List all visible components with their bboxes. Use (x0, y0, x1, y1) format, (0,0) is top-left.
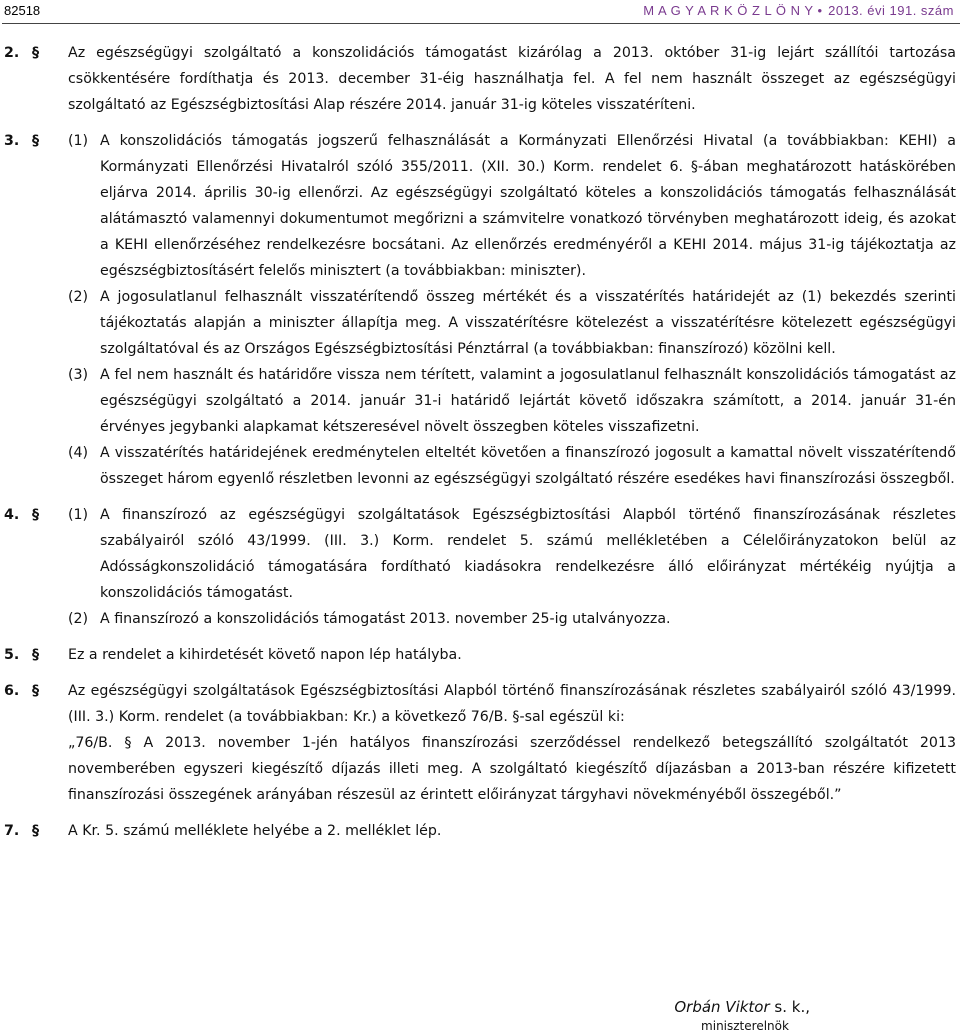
section-number: 3. (4, 133, 20, 149)
paragraph-number: (2) (68, 611, 89, 627)
paragraph (68, 440, 956, 492)
header-rule (2, 23, 960, 24)
section-mark: § (32, 823, 40, 839)
journal-name: M A G Y A R K Ö Z L Ö N Y (643, 3, 814, 18)
paragraph-number: (1) (68, 507, 89, 523)
section-number: 2. (4, 45, 20, 61)
section-7 (4, 818, 956, 844)
section-3 (4, 128, 956, 492)
quoted-amendment: „76/B. § A 2013. november 1-jén hatályos finanszírozási szerződéssel rendelkező betegszállító szolgáltatót 2013 novemberében egyszeri kiegészítő díjazás illeti meg. A szolgáltató kiegészítő díjazásban a 2013-ban részére kifizetett finanszírozási összegének arányában részesül az érintett előirányzat tárgyhavi növekményéből összegéből.” (68, 735, 956, 803)
signature-block (610, 996, 810, 1034)
document-body (4, 40, 956, 854)
page-number: 82518 (4, 3, 41, 18)
paragraph-text: A finanszírozó a konszolidációs támogatást 2013. november 25-ig utalványozza. (100, 611, 671, 627)
paragraph (68, 606, 956, 632)
section-number: 4. (4, 507, 20, 523)
header-separator: • (817, 3, 825, 18)
section-5 (4, 642, 956, 668)
page-header (0, 0, 960, 22)
section-text: Az egészségügyi szolgáltató a konszolidációs támogatást kizárólag a 2013. október 31-ig lejárt szállítói tartozása csökkentésére fordíthatja és 2013. december 31-éig használhatja fel. A fel nem használt összeget az egészségügyi szolgáltató az Egészségbiztosítási Alap részére 2014. január 31-ig köteles visszatéríteni. (68, 45, 956, 113)
section-text: A Kr. 5. számú melléklete helyébe a 2. melléklet lép. (68, 823, 442, 839)
paragraph-text: A finanszírozó az egészségügyi szolgáltatások Egészségbiztosítási Alapból történő finanszírozásának részletes szabályairól szóló 43/1999. (III. 3.) Korm. rendelet 5. számú mellékletében a Célelőirányzatokon belül az Adósságkonszolidáció támogatására fordítható kiadásokra rendelkezésre álló előirányzat mértékéig nyújtja a konszolidációs támogatást. (100, 507, 956, 601)
section-mark: § (32, 45, 40, 61)
signatory-title: miniszterelnök (701, 1019, 789, 1033)
section-mark: § (32, 683, 40, 699)
paragraph-number: (1) (68, 133, 89, 149)
signatory-rank: s. k., (769, 998, 810, 1016)
paragraph-text: A fel nem használt és határidőre vissza nem térített, valamint a jogosulatlanul felhasznált konszolidációs támogatást az egészségügyi szolgáltató a 2014. január 31-i határidő lejártát követő időszakra számított, a 2014. január 31-én érvényes jegybanki alapkamat kétszeresével növelt összegben köteles visszafizetni. (100, 367, 956, 435)
paragraph-text: A visszatérítés határidejének eredménytelen elteltét követően a finanszírozó jogosult a kamattal növelt visszatérítendő összeget három egyenlő részletben levonni az egészségügyi szolgáltató részére esedékes havi finanszírozási összegből. (100, 445, 956, 487)
paragraph-text: A konszolidációs támogatás jogszerű felhasználását a Kormányzati Ellenőrzési Hivatal (a továbbiakban: KEHI) a Kormányzati Ellenőrzési Hivatalról szóló 355/2011. (XII. 30.) Korm. rendelet 6. §-ában meghatározott hatáskörében eljárva 2014. április 30-ig ellenőrzi. Az egészségügyi szolgáltató köteles a konszolidációs támogatás felhasználását alátámasztó valamennyi dokumentumot megőrizni a számvitelre vonatkozó törvényben meghatározott ideig, és azokat a KEHI ellenőrzéséhez rendelkezésre bocsátani. Az ellenőrzés eredményéről a KEHI 2014. május 31-ig tájékoztatja az egészségbiztosításért felelős minisztert (a továbbiakban: miniszter). (100, 133, 956, 279)
paragraph-number: (3) (68, 367, 89, 383)
paragraph (68, 284, 956, 362)
paragraph (68, 502, 956, 606)
journal-info (643, 3, 954, 18)
signatory-name: Orbán Viktor (674, 998, 770, 1016)
section-number: 6. (4, 683, 20, 699)
paragraph-text: A jogosulatlanul felhasznált visszatérítendő összeg mértékét és a visszatérítés határidejét az (1) bekezdés szerinti tájékoztatás alapján a miniszter állapítja meg. A visszatérítésre kötelezést a visszatérítésre kötelezett egészségügyi szolgáltatóval és az Országos Egészségbiztosítási Pénztárral (a továbbiakban: finanszírozó) közölni kell. (100, 289, 956, 357)
section-mark: § (32, 507, 40, 523)
section-2 (4, 40, 956, 118)
issue-number: 2013. évi 191. szám (828, 3, 954, 18)
paragraph-number: (2) (68, 289, 89, 305)
section-4 (4, 502, 956, 632)
paragraph (68, 128, 956, 284)
paragraph (68, 362, 956, 440)
section-mark: § (32, 133, 40, 149)
section-6 (4, 678, 956, 808)
section-text: Az egészségügyi szolgáltatások Egészségbiztosítási Alapból történő finanszírozásának részletes szabályairól szóló 43/1999. (III. 3.) Korm. rendelet (a továbbiakban: Kr.) a következő 76/B. §-sal egészül ki: (68, 683, 956, 725)
paragraph-number: (4) (68, 445, 89, 461)
section-number: 7. (4, 823, 20, 839)
section-text: Ez a rendelet a kihirdetését követő napon lép hatályba. (68, 647, 462, 663)
section-number: 5. (4, 647, 20, 663)
section-mark: § (32, 647, 40, 663)
